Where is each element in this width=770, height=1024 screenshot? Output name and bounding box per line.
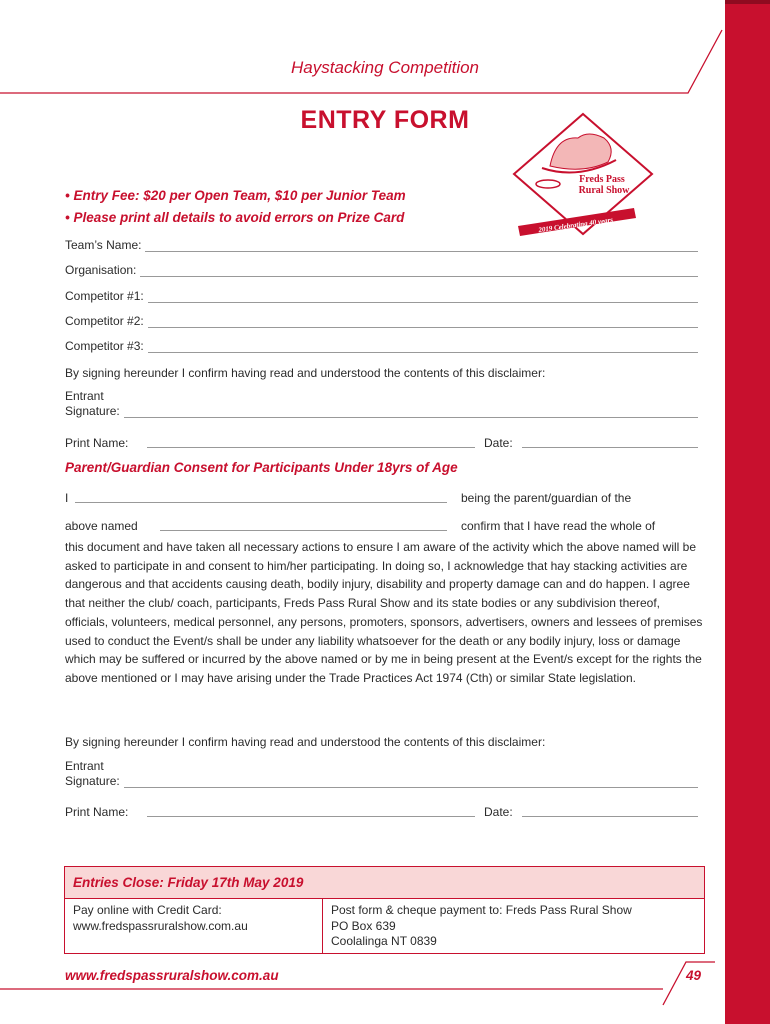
competitor-1-line[interactable]	[148, 292, 698, 303]
signature-label: Signature:	[65, 404, 120, 418]
date-line-2[interactable]	[522, 816, 698, 817]
confirm-whole-text: confirm that I have read the whole of	[461, 519, 656, 533]
logo-ribbon-text: 2019 Celebrating 40 years	[537, 215, 614, 235]
date-label: Date:	[484, 436, 513, 450]
competitor-2-line[interactable]	[148, 317, 698, 328]
print-name-line-2[interactable]	[147, 816, 475, 817]
competitor-1-label: Competitor #1:	[65, 289, 144, 303]
competitor-3-label: Competitor #3:	[65, 339, 144, 353]
entrant-label-2: Entrant	[65, 759, 104, 773]
post-form-label: Post form & cheque payment to: Freds Pass Rural Show	[331, 903, 632, 917]
organisation-field[interactable]	[65, 263, 698, 277]
logo-text-line2: Rural Show	[578, 185, 630, 196]
print-name-line[interactable]	[147, 447, 475, 448]
competitor-2-field[interactable]	[65, 314, 698, 328]
organisation-label: Organisation:	[65, 263, 137, 277]
signature-label-2: Signature:	[65, 774, 120, 788]
entrant-signature-field-2[interactable]	[65, 774, 698, 788]
page-number: 49	[686, 968, 702, 983]
above-named-label: above named	[65, 519, 138, 533]
team-name-line[interactable]	[145, 241, 698, 252]
guardian-name-line[interactable]	[75, 502, 447, 503]
consent-i-label: I	[65, 491, 69, 505]
signature-line-2[interactable]	[124, 777, 698, 788]
entrant-signature-field[interactable]	[65, 404, 698, 418]
competitor-2-label: Competitor #2:	[65, 314, 144, 328]
competitor-1-field[interactable]	[65, 289, 698, 303]
freds-pass-rural-show-logo	[508, 108, 658, 240]
competitor-3-line[interactable]	[148, 342, 698, 353]
date-label-2: Date:	[484, 805, 513, 819]
disclaimer-confirmation-text-2: By signing hereunder I confirm having read and understood the contents of this disclaimer:	[65, 735, 546, 749]
consent-heading: Parent/Guardian Consent for Participants Under 18yrs of Age	[65, 460, 458, 475]
team-name-field[interactable]	[65, 238, 698, 252]
pay-online-url[interactable]: www.fredspassruralshow.com.au	[73, 918, 248, 933]
logo-text-line1: Freds Pass	[579, 174, 625, 185]
entrant-label: Entrant	[65, 389, 104, 403]
print-name-label-2: Print Name:	[65, 805, 129, 819]
entries-info-box	[64, 866, 705, 954]
pay-online-label: Pay online with Credit Card:	[73, 903, 222, 917]
section-title: Haystacking Competition	[290, 58, 480, 77]
entry-fee-note: • Entry Fee: $20 per Open Team, $10 per Junior Team	[65, 188, 406, 203]
date-line[interactable]	[522, 447, 698, 448]
entries-body	[65, 899, 704, 953]
print-name-label: Print Name:	[65, 436, 129, 450]
postal-locality: Coolalinga NT 0839	[331, 934, 437, 948]
po-box: PO Box 639	[331, 918, 396, 933]
post-form-cell	[323, 899, 704, 953]
form-title: ENTRY FORM	[300, 106, 470, 134]
consent-paragraph: this document and have taken all necessary actions to ensure I am aware of the activity which the above named will be asked to participate in and consent to him/her participating. In doing so, I acknowledge that hay stacking activities are dangerous and that accidents causing death, bodily injury, disability and property damage can and do happen. I agree that neither the club/ coach, participants, Freds Pass Rural Show and its state bodies or any subdivision thereof, officials, volunteers, medical personnel, any persons, promoters, sponsors, advertisers, owners and lessees of premises used to conduct the Event/s shall be under any liability whatsoever for the death or any bodily injury, loss or damage which may be suffered or incurred by the above named or by me in being present at the Event/s except for the rights the above mentioned or I may have arising under the Trade Practices Act 1974 (Cth) or similar State legislation.	[65, 540, 703, 685]
entries-close-heading: Entries Close: Friday 17th May 2019	[65, 867, 704, 899]
footer-website-link[interactable]: www.fredspassruralshow.com.au	[65, 968, 279, 983]
being-parent-text: being the parent/guardian of the	[461, 491, 632, 505]
team-name-label: Team’s Name:	[65, 238, 142, 252]
signature-line[interactable]	[124, 407, 698, 418]
participant-name-line[interactable]	[160, 530, 447, 531]
competitor-3-field[interactable]	[65, 339, 698, 353]
organisation-line[interactable]	[140, 266, 698, 277]
print-details-note: • Please print all details to avoid errors on Prize Card	[65, 210, 405, 225]
disclaimer-confirmation-text: By signing hereunder I confirm having read and understood the contents of this disclaimer:	[65, 366, 546, 380]
pay-online-cell	[65, 899, 323, 953]
